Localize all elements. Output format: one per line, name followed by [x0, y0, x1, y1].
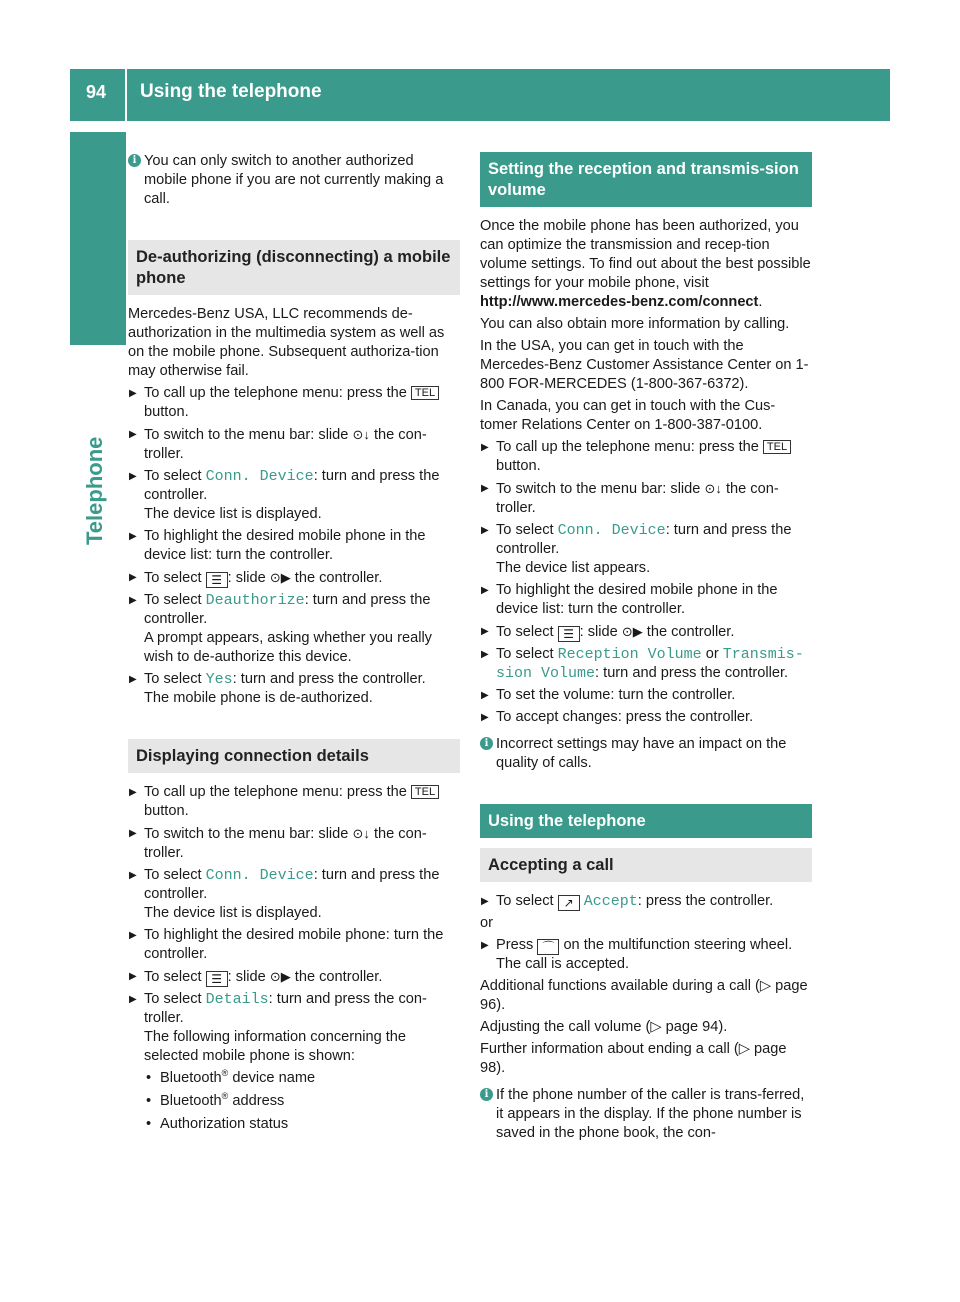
menu-item-reception-volume: Reception Volume	[557, 646, 702, 663]
page-title: Using the telephone	[140, 81, 322, 102]
menu-item-transmission-volume: Transmis-sion Volume	[496, 646, 804, 682]
page-number: 94	[86, 82, 107, 102]
step: ▶ To select Details: turn and press the con-troller. The following information concerning the selected mobile phone is shown:	[128, 990, 460, 1066]
step: ▶ To call up the telephone menu: press the TEL button.	[128, 384, 460, 422]
step: ▶ To select Yes: turn and press the controller. The mobile phone is de-authorized.	[128, 670, 460, 708]
step: ▶ To highlight the desired mobile phone in the device list: turn the controller.	[128, 527, 460, 565]
header-divider	[125, 69, 127, 121]
step: ▶ To highlight the desired mobile phone: turn the controller.	[128, 926, 460, 964]
phone-menu-icon: ☰	[206, 572, 228, 588]
step: ▶ To switch to the menu bar: slide ⊙↓ the con-troller.	[128, 425, 460, 464]
tel-key-icon: TEL	[411, 386, 439, 400]
section-heading-volume: Setting the reception and transmis-sion volume	[480, 152, 812, 207]
paragraph: Once the mobile phone has been authorized, you can optimize the transmission and recep-tion volume settings. To find out about the best possible settings for your mobile phone, visit http://www.mercedes-benz.com/connect.	[480, 218, 811, 310]
paragraph: You can also obtain more information by calling.	[480, 316, 790, 332]
side-tab-block	[70, 132, 126, 345]
tel-key-icon: TEL	[411, 785, 439, 799]
menu-item-yes: Yes	[205, 671, 233, 688]
section-heading-accept: Accepting a call	[480, 848, 812, 882]
step: ▶ To highlight the desired mobile phone in the device list: turn the controller.	[480, 581, 812, 619]
paragraph: Mercedes-Benz USA, LLC recommends de-authorization in the multimedia system as well as on the mobile phone. Subsequent authoriza-tion may otherwise fail.	[128, 306, 445, 379]
step: ▶ To switch to the menu bar: slide ⊙↓ the con-troller.	[480, 479, 812, 518]
steering-wheel-accept-icon: ⌒	[537, 939, 559, 955]
paragraph: Additional functions available during a call (▷ page 96).	[480, 978, 808, 1013]
paragraph: In Canada, you can get in touch with the Cus-tomer Relations Center on 1-800-387-0100.	[480, 398, 776, 433]
info-icon: i	[480, 737, 493, 750]
menu-item-details: Details	[205, 991, 269, 1008]
tel-key-icon: TEL	[763, 440, 791, 454]
controller-slide-down-icon: ⊙↓	[352, 427, 370, 442]
list-item: • Bluetooth® address	[128, 1092, 460, 1111]
info-note: i Incorrect settings may have an impact on the quality of calls.	[480, 735, 812, 773]
step: ▶ To select ☰ : slide ⊙▶ the controller.	[480, 622, 812, 642]
phone-menu-icon: ☰	[558, 626, 580, 642]
step: ▶ To select ☰ : slide ⊙▶ the controller.	[128, 967, 460, 987]
step: ▶ To call up the telephone menu: press the TEL button.	[128, 783, 460, 821]
step: ▶ To select Deauthorize: turn and press the controller. A prompt appears, asking whether you really wish to de-authorize this device.	[128, 591, 460, 667]
step: ▶ To set the volume: turn the controller.	[480, 686, 812, 705]
controller-slide-down-icon: ⊙↓	[704, 481, 722, 496]
paragraph: Adjusting the call volume (▷ page 94).	[480, 1019, 728, 1035]
paragraph: In the USA, you can get in touch with the Mercedes-Benz Customer Assistance Center on 1-800 FOR-MERCEDES (1-800-367-6372).	[480, 338, 809, 392]
section-heading-details: Displaying connection details	[128, 739, 460, 773]
info-note: i You can only switch to another authorized mobile phone if you are not currently making a call.	[128, 152, 460, 209]
paragraph: or	[480, 915, 493, 931]
step: ▶ To call up the telephone menu: press the TEL button.	[480, 438, 812, 476]
step: ▶ To select ↗ Accept: press the controller.	[480, 892, 812, 911]
step: ▶ To select Conn. Device: turn and press the controller. The device list appears.	[480, 521, 812, 578]
menu-item-conn-device: Conn. Device	[205, 468, 314, 485]
step: ▶ Press ⌒ on the multifunction steering wheel. The call is accepted.	[480, 936, 812, 974]
info-note: i If the phone number of the caller is trans-ferred, it appears in the display. If the phone number is saved in the phone book, the con-	[480, 1086, 812, 1143]
accept-call-icon: ↗	[558, 895, 580, 911]
left-column	[128, 152, 460, 1138]
menu-item-deauthorize: Deauthorize	[205, 592, 305, 609]
controller-slide-right-icon: ⊙▶	[269, 570, 291, 585]
list-item: • Authorization status	[128, 1115, 460, 1134]
menu-item-conn-device: Conn. Device	[205, 867, 314, 884]
paragraph: Further information about ending a call (▷ page 98).	[480, 1041, 787, 1076]
step: ▶ To switch to the menu bar: slide ⊙↓ the con-troller.	[128, 824, 460, 863]
section-heading-using: Using the telephone	[480, 804, 812, 838]
controller-slide-down-icon: ⊙↓	[352, 826, 370, 841]
controller-slide-right-icon: ⊙▶	[621, 624, 643, 639]
step: ▶ To select Conn. Device: turn and press the controller. The device list is displayed.	[128, 866, 460, 923]
side-tab-label: Telephone	[82, 436, 107, 545]
phone-menu-icon: ☰	[206, 971, 228, 987]
step: ▶ To select Conn. Device: turn and press the controller. The device list is displayed.	[128, 467, 460, 524]
step: ▶ To accept changes: press the controller.	[480, 708, 812, 727]
controller-slide-right-icon: ⊙▶	[269, 969, 291, 984]
link-connect-url[interactable]: http://www.mercedes-benz.com/connect	[480, 294, 759, 310]
step: ▶ To select Reception Volume or Transmis-sion Volume: turn and press the controller.	[480, 645, 812, 683]
right-column	[480, 152, 812, 1146]
info-icon: i	[128, 154, 141, 167]
page-header	[70, 69, 890, 121]
section-heading-deauthorize: De-authorizing (disconnecting) a mobile phone	[128, 240, 460, 295]
list-item: • Bluetooth® device name	[128, 1069, 460, 1088]
info-icon: i	[480, 1088, 493, 1101]
step: ▶ To select ☰ : slide ⊙▶ the controller.	[128, 568, 460, 588]
menu-item-accept: Accept	[583, 893, 638, 910]
menu-item-conn-device: Conn. Device	[557, 522, 666, 539]
